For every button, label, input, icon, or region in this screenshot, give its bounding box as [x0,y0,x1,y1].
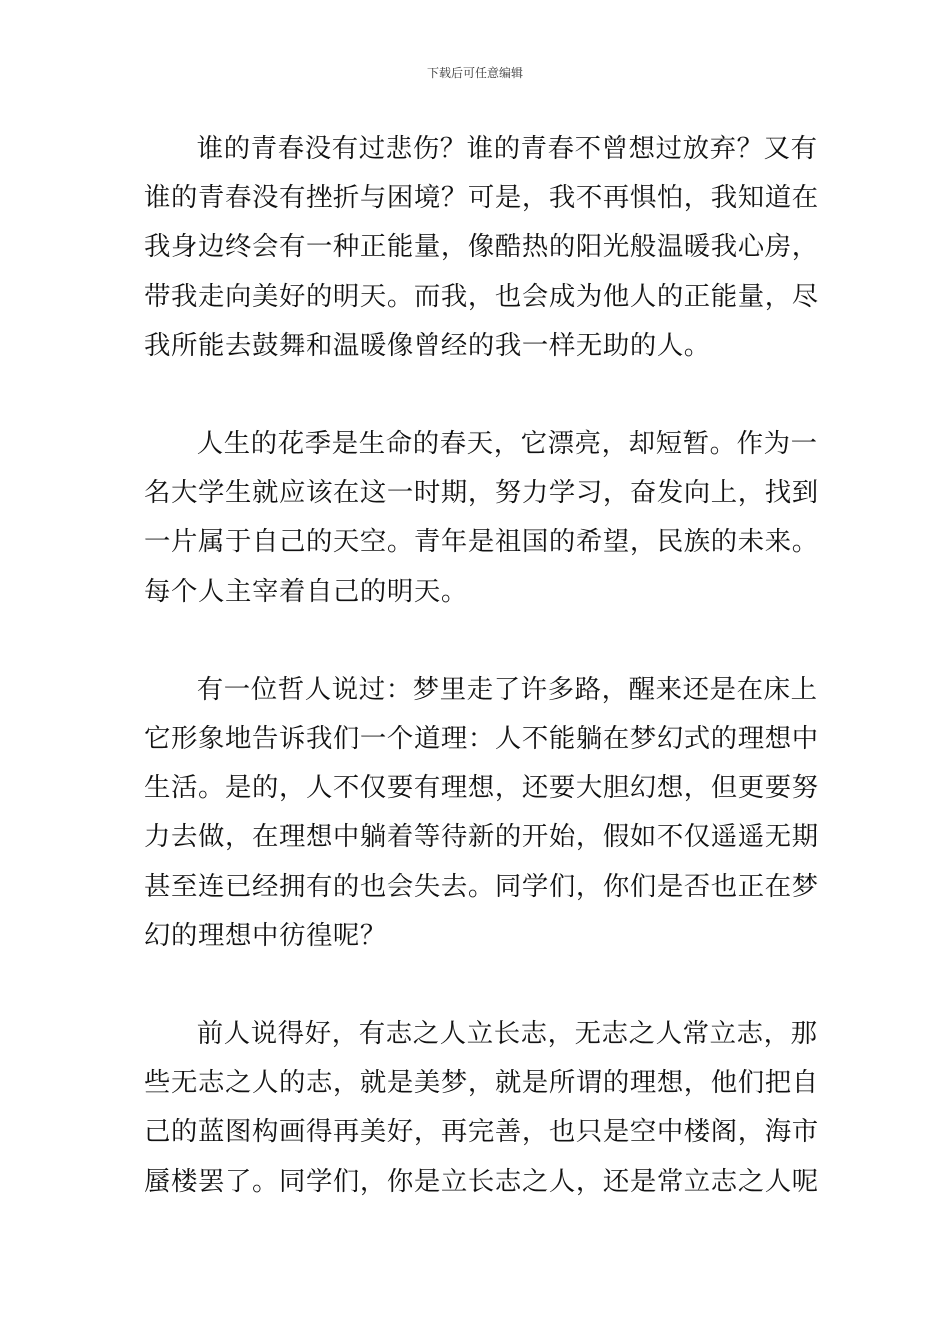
paragraph-line: 它形象地告诉我们一个道理：人不能躺在梦幻式的理想中 [144,723,819,755]
paragraph-4 [144,1009,819,1206]
paragraph-line: 带我走向美好的明天。而我，也会成为他人的正能量，尽 [144,280,819,312]
paragraph-line: 我身边终会有一种正能量，像酷热的阳光般温暖我心房， [144,231,819,263]
paragraph-line: 我所能去鼓舞和温暖像曾经的我一样无助的人。 [144,329,711,361]
paragraph-line: 甚至连已经拥有的也会失去。同学们，你们是否也正在梦 [144,870,819,902]
paragraph-line: 生活。是的，人不仅要有理想，还要大胆幻想，但更要努 [144,772,819,804]
paragraph-3 [144,665,819,960]
paragraph-line: 有一位哲人说过：梦里走了许多路，醒来还是在床上 [196,673,818,705]
paragraph-line: 幻的理想中彷徨呢？ [144,919,387,951]
paragraph-line: 蜃楼罢了。同学们，你是立长志之人，还是常立志之人呢 [144,1165,819,1197]
paragraph-line: 力去做，在理想中躺着等待新的开始，假如不仅遥遥无期 [144,821,819,853]
paragraph-line: 谁的青春没有过悲伤？谁的青春不曾想过放弃？又有 [196,133,818,164]
document-body [144,124,819,1206]
paragraph-2 [144,419,819,616]
paragraph-line: 谁的青春没有挫折与困境？可是，我不再惧怕，我知道在 [144,182,819,214]
paragraph-line: 前人说得好，有志之人立长志，无志之人常立志，那 [196,1018,818,1050]
paragraph-1 [144,124,819,370]
paragraph-line: 人生的花季是生命的春天，它漂亮，却短暂。作为一 [196,428,818,460]
paragraph-line: 些无志之人的志，就是美梦，就是所谓的理想，他们把自 [144,1067,819,1099]
paragraph-line: 己的蓝图构画得再美好，再完善，也只是空中楼阁，海市 [144,1116,819,1148]
paragraph-line: 名大学生就应该在这一时期，努力学习，奋发向上，找到 [144,477,819,509]
paragraph-line: 一片属于自己的天空。青年是祖国的希望，民族的未来。 [144,526,819,558]
page-header: 下载后可任意编辑 [426,66,523,80]
paragraph-line: 每个人主宰着自己的明天。 [144,575,468,607]
